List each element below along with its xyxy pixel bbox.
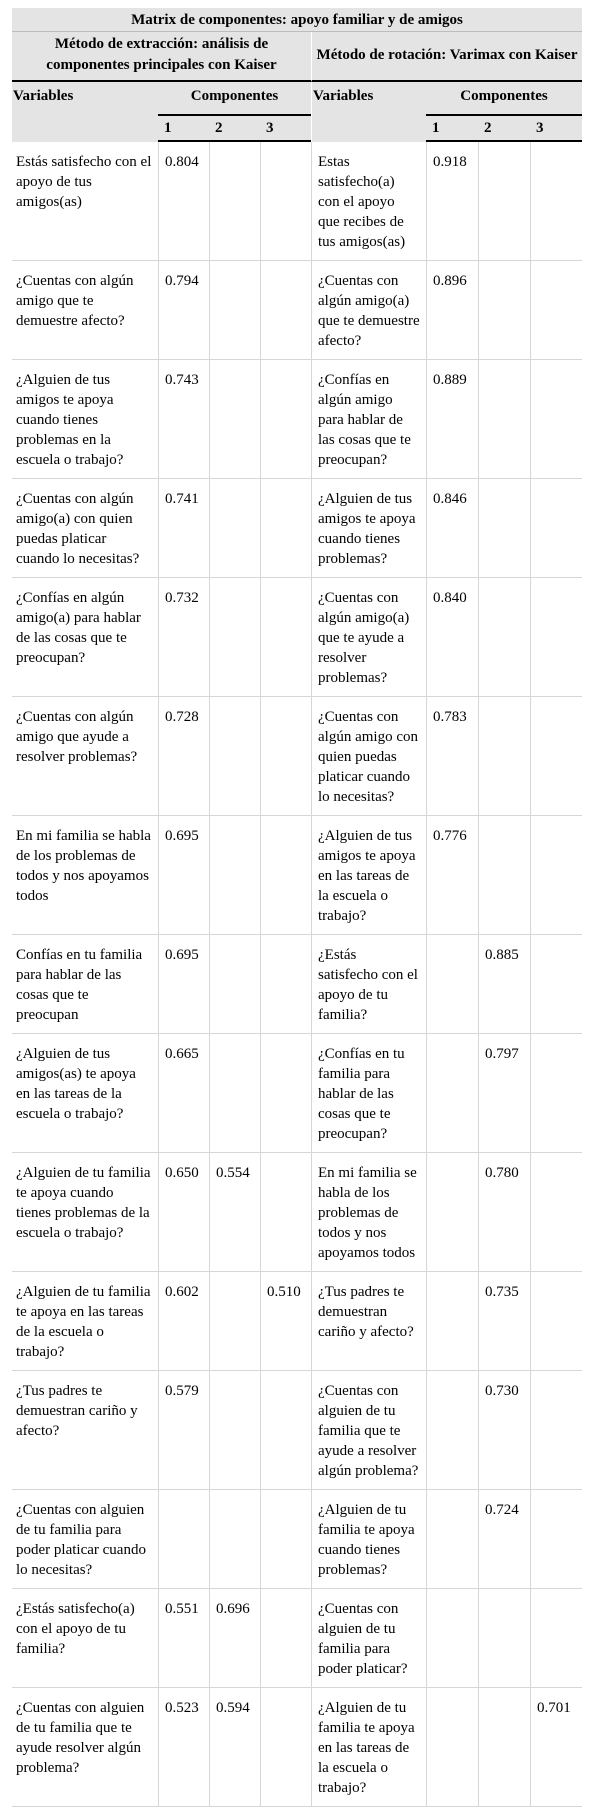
table-row: [12, 261, 582, 360]
right-component-3-header: 3: [530, 116, 582, 142]
table-row: [12, 1272, 582, 1371]
right-component-3-value: [530, 1153, 582, 1272]
left-component-3-value: [260, 1034, 311, 1153]
right-component-1-value: 0.846: [426, 479, 478, 578]
right-variable-cell: En mi familia se habla de los problemas de todos y nos apoyamos todos: [311, 1153, 426, 1272]
right-component-1-value: [426, 1153, 478, 1272]
left-component-1-header: 1: [158, 116, 209, 142]
left-component-1-value: 0.743: [158, 360, 209, 479]
right-component-1-value: 0.889: [426, 360, 478, 479]
right-component-3-value: 0.701: [530, 1688, 582, 1807]
left-variable-cell: ¿Cuentas con alguien de tu familia para poder platicar cuando lo necesitas?: [12, 1490, 158, 1589]
table-title: Matrix de componentes: apoyo familiar y de amigos: [12, 8, 582, 32]
right-component-1-value: [426, 1272, 478, 1371]
left-component-1-value: 0.728: [158, 697, 209, 816]
right-component-2-value: 0.797: [478, 1034, 530, 1153]
right-component-1-value: [426, 1589, 478, 1688]
left-component-3-value: [260, 261, 311, 360]
left-component-2-header: 2: [209, 116, 260, 142]
right-component-3-value: [530, 1371, 582, 1490]
left-component-2-value: 0.594: [209, 1688, 260, 1807]
left-component-3-value: [260, 935, 311, 1034]
right-component-1-value: [426, 1490, 478, 1589]
left-variable-cell: ¿Alguien de tu familia te apoya cuando tienes problemas de la escuela o trabajo?: [12, 1153, 158, 1272]
left-component-2-value: [209, 697, 260, 816]
left-component-2-value: [209, 1034, 260, 1153]
extraction-method-header: Método de extracción: análisis de componentes principales con Kaiser: [12, 32, 311, 82]
right-component-3-value: [530, 261, 582, 360]
right-variable-cell: ¿Confías en tu familia para hablar de las cosas que te preocupan?: [311, 1034, 426, 1153]
left-variable-cell: Confías en tu familia para hablar de las cosas que te preocupan: [12, 935, 158, 1034]
right-component-2-header: 2: [478, 116, 530, 142]
right-component-1-value: [426, 1371, 478, 1490]
left-variable-cell: ¿Cuentas con alguien de tu familia que te ayude resolver algún problema?: [12, 1688, 158, 1807]
right-variable-cell: ¿Confías en algún amigo para hablar de las cosas que te preocupan?: [311, 360, 426, 479]
table-row: [12, 1490, 582, 1589]
left-component-3-value: [260, 1490, 311, 1589]
left-variable-cell: ¿Confías en algún amigo(a) para hablar de las cosas que te preocupan?: [12, 578, 158, 697]
table-row: [12, 1371, 582, 1490]
left-component-3-value: [260, 479, 311, 578]
right-component-2-value: 0.885: [478, 935, 530, 1034]
left-variable-cell: ¿Cuentas con algún amigo que ayude a resolver problemas?: [12, 697, 158, 816]
left-component-1-value: 0.602: [158, 1272, 209, 1371]
right-variable-cell: ¿Cuentas con algún amigo(a) que te ayude a resolver problemas?: [311, 578, 426, 697]
left-variable-cell: ¿Alguien de tu familia te apoya en las tareas de la escuela o trabajo?: [12, 1272, 158, 1371]
right-component-2-value: [478, 360, 530, 479]
left-variables-header: Variables: [12, 82, 158, 142]
left-variable-cell: Estás satisfecho con el apoyo de tus amigos(as): [12, 142, 158, 261]
right-component-3-value: [530, 142, 582, 261]
right-component-3-value: [530, 697, 582, 816]
right-component-2-value: 0.780: [478, 1153, 530, 1272]
table-row: [12, 479, 582, 578]
right-variable-cell: ¿Cuentas con alguien de tu familia que te ayude a resolver algún problema?: [311, 1371, 426, 1490]
left-component-1-value: [158, 1490, 209, 1589]
left-component-3-value: [260, 697, 311, 816]
right-component-1-value: 0.776: [426, 816, 478, 935]
right-component-2-value: 0.724: [478, 1490, 530, 1589]
right-component-3-value: [530, 1589, 582, 1688]
right-component-3-value: [530, 1034, 582, 1153]
right-component-3-value: [530, 360, 582, 479]
left-component-1-value: 0.579: [158, 1371, 209, 1490]
right-variable-cell: ¿Alguien de tu familia te apoya en las tareas de la escuela o trabajo?: [311, 1688, 426, 1807]
table-row: [12, 697, 582, 816]
right-component-2-value: [478, 1589, 530, 1688]
left-variable-cell: ¿Estás satisfecho(a) con el apoyo de tu familia?: [12, 1589, 158, 1688]
right-variable-cell: ¿Cuentas con alguien de tu familia para poder platicar?: [311, 1589, 426, 1688]
table-body: [12, 142, 582, 1807]
left-component-3-value: [260, 1688, 311, 1807]
right-components-header: Componentes: [426, 82, 582, 116]
right-component-2-value: [478, 578, 530, 697]
left-component-1-value: 0.695: [158, 935, 209, 1034]
table-row: [12, 1589, 582, 1688]
left-component-3-value: [260, 1153, 311, 1272]
right-component-3-value: [530, 479, 582, 578]
left-component-3-header: 3: [260, 116, 311, 142]
left-component-2-value: [209, 261, 260, 360]
right-component-2-value: [478, 479, 530, 578]
right-component-3-value: [530, 578, 582, 697]
left-variable-cell: ¿Cuentas con algún amigo que te demuestre afecto?: [12, 261, 158, 360]
right-variable-cell: Estas satisfecho(a) con el apoyo que recibes de tus amigos(as): [311, 142, 426, 261]
rotation-method-header: Método de rotación: Varimax con Kaiser: [311, 32, 582, 82]
left-variable-cell: ¿Tus padres te demuestran cariño y afecto?: [12, 1371, 158, 1490]
left-component-1-value: 0.741: [158, 479, 209, 578]
right-variable-cell: ¿Estás satisfecho con el apoyo de tu familia?: [311, 935, 426, 1034]
left-component-2-value: [209, 1490, 260, 1589]
component-matrix-table: [12, 8, 582, 1807]
right-variable-cell: ¿Alguien de tus amigos te apoya en las tareas de la escuela o trabajo?: [311, 816, 426, 935]
right-component-2-value: [478, 816, 530, 935]
right-component-1-value: 0.918: [426, 142, 478, 261]
left-variable-cell: ¿Cuentas con algún amigo(a) con quien puedas platicar cuando lo necesitas?: [12, 479, 158, 578]
left-component-2-value: 0.554: [209, 1153, 260, 1272]
right-component-2-value: [478, 142, 530, 261]
left-component-1-value: 0.665: [158, 1034, 209, 1153]
left-component-1-value: 0.695: [158, 816, 209, 935]
right-component-1-header: 1: [426, 116, 478, 142]
right-component-2-value: [478, 1688, 530, 1807]
right-component-3-value: [530, 935, 582, 1034]
table-row: [12, 142, 582, 261]
right-variables-header: Variables: [311, 82, 426, 142]
right-variable-cell: ¿Alguien de tu familia te apoya cuando tienes problemas?: [311, 1490, 426, 1589]
left-component-2-value: [209, 1272, 260, 1371]
right-component-1-value: 0.896: [426, 261, 478, 360]
left-component-1-value: 0.523: [158, 1688, 209, 1807]
table-row: [12, 1153, 582, 1272]
right-component-2-value: 0.730: [478, 1371, 530, 1490]
left-component-2-value: [209, 142, 260, 261]
left-component-1-value: 0.794: [158, 261, 209, 360]
left-component-2-value: [209, 1371, 260, 1490]
left-component-1-value: 0.732: [158, 578, 209, 697]
left-variable-cell: ¿Alguien de tus amigos(as) te apoya en las tareas de la escuela o trabajo?: [12, 1034, 158, 1153]
left-component-2-value: [209, 816, 260, 935]
left-component-1-value: 0.650: [158, 1153, 209, 1272]
table-row: [12, 360, 582, 479]
right-component-2-value: [478, 697, 530, 816]
table-row: [12, 935, 582, 1034]
table-row: [12, 1034, 582, 1153]
left-variable-cell: En mi familia se habla de los problemas de todos y nos apoyamos todos: [12, 816, 158, 935]
table-row: [12, 1688, 582, 1807]
left-component-3-value: [260, 142, 311, 261]
left-components-header: Componentes: [158, 82, 311, 116]
left-component-3-value: [260, 360, 311, 479]
left-component-2-value: [209, 479, 260, 578]
right-component-1-value: [426, 1688, 478, 1807]
left-component-3-value: [260, 578, 311, 697]
right-component-1-value: [426, 935, 478, 1034]
left-component-3-value: 0.510: [260, 1272, 311, 1371]
table-row: [12, 578, 582, 697]
right-component-1-value: 0.783: [426, 697, 478, 816]
right-component-2-value: 0.735: [478, 1272, 530, 1371]
table-row: [12, 816, 582, 935]
right-component-2-value: [478, 261, 530, 360]
left-component-1-value: 0.551: [158, 1589, 209, 1688]
right-variable-cell: ¿Cuentas con algún amigo con quien puedas platicar cuando lo necesitas?: [311, 697, 426, 816]
left-component-3-value: [260, 1371, 311, 1490]
left-component-2-value: [209, 578, 260, 697]
right-component-3-value: [530, 1490, 582, 1589]
right-component-1-value: [426, 1034, 478, 1153]
right-variable-cell: ¿Alguien de tus amigos te apoya cuando tienes problemas?: [311, 479, 426, 578]
right-component-3-value: [530, 816, 582, 935]
left-component-1-value: 0.804: [158, 142, 209, 261]
left-component-3-value: [260, 1589, 311, 1688]
right-variable-cell: ¿Tus padres te demuestran cariño y afecto?: [311, 1272, 426, 1371]
left-component-3-value: [260, 816, 311, 935]
component-matrix-table-wrapper: [12, 8, 582, 1807]
right-component-3-value: [530, 1272, 582, 1371]
right-variable-cell: ¿Cuentas con algún amigo(a) que te demuestre afecto?: [311, 261, 426, 360]
left-component-2-value: 0.696: [209, 1589, 260, 1688]
left-component-2-value: [209, 935, 260, 1034]
left-variable-cell: ¿Alguien de tus amigos te apoya cuando tienes problemas en la escuela o trabajo?: [12, 360, 158, 479]
left-component-2-value: [209, 360, 260, 479]
right-component-1-value: 0.840: [426, 578, 478, 697]
